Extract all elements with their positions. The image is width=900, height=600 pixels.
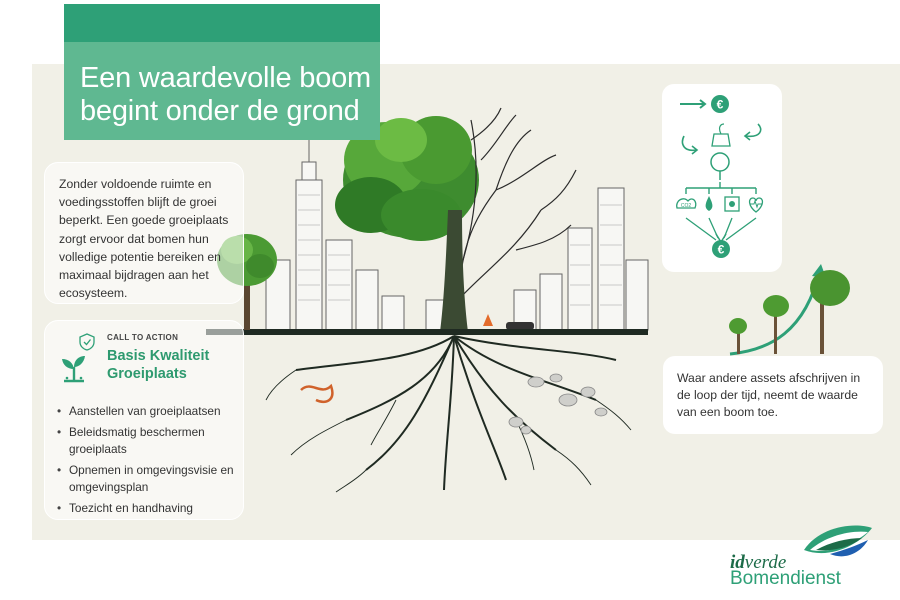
euro-coin-icon <box>711 95 729 113</box>
value-cycle-card <box>662 84 782 272</box>
logo-brand-id: id <box>730 552 745 573</box>
cta-title-line1: Basis Kwaliteit <box>107 348 210 364</box>
shield-check-icon <box>79 333 95 351</box>
biodiversity-icon <box>725 197 739 211</box>
co2-cloud-icon <box>677 199 696 209</box>
cta-label: CALL TO ACTION <box>107 333 179 342</box>
tree-icon <box>711 153 729 180</box>
intro-card <box>44 162 244 304</box>
list-item: • Toezicht en handhaving <box>57 500 243 517</box>
health-heart-icon <box>750 198 763 212</box>
co2-label: CO2 <box>680 203 692 209</box>
euro-symbol: € <box>716 97 724 112</box>
water-drop-icon <box>706 196 713 211</box>
cta-title-line2: Groeiplaats <box>107 366 187 382</box>
value-text: Waar andere assets afschrijven in de loop der tijd, neemt de waarde van een boom toe. <box>677 371 861 419</box>
page-title <box>80 62 380 128</box>
page-title-line1: Een waardevolle boom <box>80 62 372 94</box>
list-item: • Beleidsmatig beschermen groeiplaats <box>57 424 243 458</box>
growing-trees-illustration <box>720 262 870 362</box>
page-title-line2: begint onder de grond <box>80 95 360 127</box>
title-banner-top <box>64 4 380 42</box>
euro-coin-icon <box>712 240 730 258</box>
value-card <box>663 356 883 434</box>
sprout-icon <box>57 351 91 385</box>
intro-text: Zonder voldoende ruimte en voedingsstoffen blijft de groei beperkt. Een goede groeiplaats zorgt ervoor dat bomen hun volledige potentie bereiken en maximaal bijdragen aan het ecosysteem. <box>59 177 229 301</box>
list-item: • Opnemen in omgevingsvisie en omgevingsplan <box>57 462 243 496</box>
list-item: • Aanstellen van groeiplaatsen <box>57 403 243 420</box>
leaf-logo-icon <box>800 520 876 564</box>
idverde-logo <box>730 520 880 590</box>
cta-title <box>107 347 237 383</box>
logo-subtitle: Bomendienst <box>730 568 841 589</box>
call-to-action-card <box>44 320 244 520</box>
logo-brand-rest: verde <box>744 552 787 573</box>
value-cycle-diagram <box>662 84 782 272</box>
euro-symbol: € <box>717 242 725 257</box>
cta-list <box>57 403 243 521</box>
